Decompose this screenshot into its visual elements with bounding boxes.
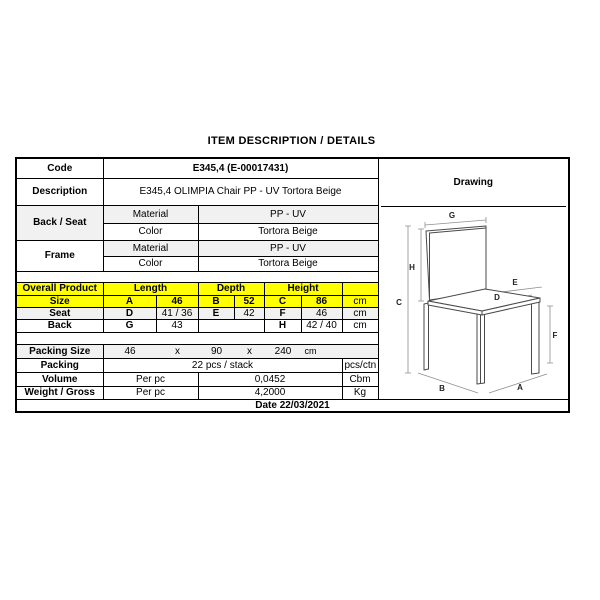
dim-label-a: A — [516, 383, 523, 393]
overall-unit: cm — [342, 295, 378, 307]
drawing-cell — [378, 158, 569, 399]
packing-size-width: 90 — [210, 345, 223, 357]
frame-label: Frame — [16, 240, 103, 271]
weight-unit: Kg — [342, 386, 378, 399]
size-header-unit-cell — [342, 282, 378, 295]
code-row — [16, 158, 569, 178]
dim-value-h: 42 / 40 — [301, 319, 342, 332]
description-value: E345,4 OLIMPIA Chair PP - UV Tortora Beige — [103, 178, 378, 205]
code-value: E345,4 (E-00017431) — [103, 158, 378, 178]
code-label: Code — [16, 158, 103, 178]
spec-table — [15, 157, 570, 413]
back-label: Back — [16, 319, 103, 332]
spacer-cell — [16, 332, 378, 344]
back-seat-label: Back / Seat — [16, 205, 103, 240]
volume-value: 0,0452 — [198, 372, 342, 386]
dim-label-g: G — [448, 211, 455, 221]
dim-label-h: H — [408, 263, 415, 273]
chair-drawing — [381, 207, 567, 398]
dim-value-e: 42 — [234, 307, 264, 319]
dim-label-e: E — [511, 278, 518, 288]
dim-value-g: 43 — [156, 319, 198, 332]
dim-key-d: D — [103, 307, 156, 319]
chair-outline — [424, 226, 540, 384]
dim-key-g: G — [103, 319, 156, 332]
volume-basis: Per pc — [103, 372, 198, 386]
back-seat-color-value: Tortora Beige — [198, 223, 378, 240]
back-seat-material-label: Material — [103, 205, 198, 223]
frame-color-label: Color — [103, 256, 198, 271]
back-seat-material-value: PP - UV — [198, 205, 378, 223]
chair-backrest — [426, 226, 486, 300]
packing-size-unit: cm — [304, 346, 317, 356]
length-header: Length — [103, 282, 198, 295]
overall-product-label-line2: Size — [16, 295, 103, 307]
depth-header: Depth — [198, 282, 264, 295]
packing-value: 22 pcs / stack — [103, 358, 342, 372]
dim-value-f: 46 — [301, 307, 342, 319]
dim-value-d: 41 / 36 — [156, 307, 198, 319]
back-unit: cm — [342, 319, 378, 332]
back-depth-empty-cell — [198, 319, 264, 332]
seat-unit: cm — [342, 307, 378, 319]
dim-key-f: F — [264, 307, 301, 319]
weight-basis: Per pc — [103, 386, 198, 399]
volume-label: Volume — [16, 372, 103, 386]
date-value: Date 22/03/2021 — [16, 399, 569, 412]
dim-key-h: H — [264, 319, 301, 332]
dim-label-c: C — [395, 298, 402, 308]
frame-material-label: Material — [103, 240, 198, 256]
dim-value-c: 86 — [301, 295, 342, 307]
dim-value-b: 52 — [234, 295, 264, 307]
weight-label: Weight / Gross — [16, 386, 103, 399]
volume-unit: Cbm — [342, 372, 378, 386]
packing-label: Packing — [16, 358, 103, 372]
dim-key-e: E — [198, 307, 234, 319]
packing-size-height: 240 — [274, 345, 292, 357]
date-row — [16, 399, 569, 412]
chair-leg-left — [424, 303, 429, 370]
frame-material-value: PP - UV — [198, 240, 378, 256]
description-label: Description — [16, 178, 103, 205]
packing-size-x1: x — [175, 345, 180, 357]
dim-value-a: 46 — [156, 295, 198, 307]
packing-size-length: 46 — [124, 345, 136, 357]
packing-size-x2: x — [247, 345, 252, 357]
weight-value: 4,2000 — [198, 386, 342, 399]
seat-label: Seat — [16, 307, 103, 319]
spacer-cell — [16, 271, 378, 282]
packing-size-label: Packing Size — [16, 344, 103, 358]
dim-key-c: C — [264, 295, 301, 307]
back-seat-color-label: Color — [103, 223, 198, 240]
frame-color-value: Tortora Beige — [198, 256, 378, 271]
page-title: ITEM DESCRIPTION / DETAILS — [207, 135, 376, 147]
chair-leg-right — [531, 300, 539, 374]
dim-label-d: D — [493, 293, 500, 303]
dim-label-f: F — [552, 331, 557, 341]
overall-product-label-line1: Overall Product — [16, 282, 103, 295]
packing-unit: pcs/ctn — [342, 358, 378, 372]
packing-size-value — [103, 344, 378, 358]
drawing-header: Drawing — [381, 159, 567, 207]
dim-key-b: B — [198, 295, 234, 307]
dim-label-b: B — [438, 384, 445, 394]
height-header: Height — [264, 282, 342, 295]
chair-drawing-svg — [381, 207, 570, 398]
dim-key-a: A — [103, 295, 156, 307]
